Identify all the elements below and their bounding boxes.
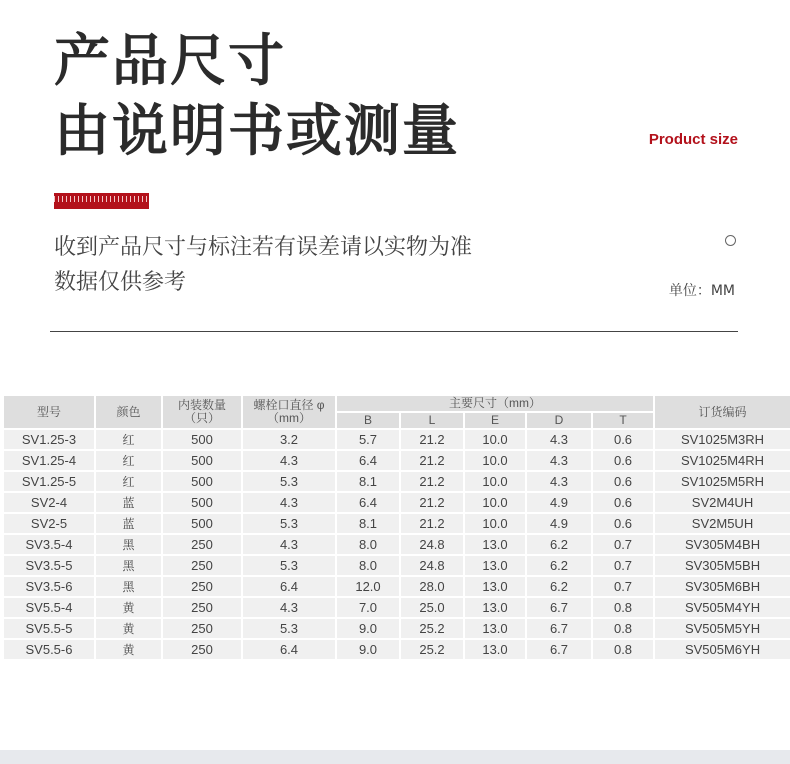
cell-t: 0.7 <box>592 534 654 555</box>
cell-d: 4.3 <box>526 471 592 492</box>
cell-d: 6.7 <box>526 618 592 639</box>
cell-color: 黄 <box>95 639 162 660</box>
circle-icon <box>725 235 736 246</box>
cell-qty: 500 <box>162 429 242 450</box>
cell-model: SV1.25-3 <box>3 429 95 450</box>
cell-bolt: 4.3 <box>242 492 336 513</box>
cell-t: 0.8 <box>592 597 654 618</box>
cell-t: 0.6 <box>592 513 654 534</box>
ruler-icon <box>54 193 149 209</box>
cell-bolt: 5.3 <box>242 618 336 639</box>
description-line1: 收到产品尺寸与标注若有误差请以实物为准 <box>54 235 473 260</box>
header-quantity-label: 内装数量 （只） <box>177 398 226 425</box>
header-model: 型号 <box>3 395 95 429</box>
cell-b: 8.1 <box>336 471 400 492</box>
page-title-line2: 由说明书或测量 <box>54 99 460 164</box>
table-row <box>3 429 790 450</box>
cell-d: 6.2 <box>526 576 592 597</box>
table-row <box>3 555 790 576</box>
cell-model: SV5.5-6 <box>3 639 95 660</box>
cell-e: 13.0 <box>464 597 526 618</box>
cell-l: 21.2 <box>400 471 464 492</box>
cell-order-code: SV2M4UH <box>654 492 790 513</box>
cell-qty: 250 <box>162 555 242 576</box>
cell-model: SV3.5-5 <box>3 555 95 576</box>
cell-e: 13.0 <box>464 639 526 660</box>
cell-qty: 500 <box>162 492 242 513</box>
header-dim-e: E <box>464 412 526 429</box>
footer-band <box>0 750 790 764</box>
cell-e: 10.0 <box>464 492 526 513</box>
page-title-line1: 产品尺寸 <box>54 29 286 94</box>
table-row <box>3 597 790 618</box>
cell-bolt: 5.3 <box>242 471 336 492</box>
cell-e: 13.0 <box>464 534 526 555</box>
cell-t: 0.6 <box>592 492 654 513</box>
unit-label: 单位：MM <box>668 283 735 299</box>
cell-model: SV3.5-6 <box>3 576 95 597</box>
header-color: 颜色 <box>95 395 162 429</box>
cell-b: 8.0 <box>336 555 400 576</box>
cell-l: 25.2 <box>400 618 464 639</box>
cell-l: 25.0 <box>400 597 464 618</box>
cell-e: 13.0 <box>464 618 526 639</box>
cell-order-code: SV505M4YH <box>654 597 790 618</box>
table-row <box>3 639 790 660</box>
cell-bolt: 6.4 <box>242 576 336 597</box>
cell-e: 13.0 <box>464 576 526 597</box>
cell-color: 蓝 <box>95 513 162 534</box>
cell-b: 8.0 <box>336 534 400 555</box>
cell-color: 蓝 <box>95 492 162 513</box>
cell-qty: 250 <box>162 597 242 618</box>
cell-order-code: SV505M5YH <box>654 618 790 639</box>
cell-b: 12.0 <box>336 576 400 597</box>
cell-color: 红 <box>95 450 162 471</box>
cell-d: 4.9 <box>526 513 592 534</box>
header-dim-d: D <box>526 412 592 429</box>
cell-qty: 250 <box>162 639 242 660</box>
table-row <box>3 618 790 639</box>
cell-model: SV2-5 <box>3 513 95 534</box>
header-main-dimensions: 主要尺寸（mm） <box>336 395 654 412</box>
size-table <box>2 394 790 661</box>
cell-b: 9.0 <box>336 639 400 660</box>
table-row <box>3 471 790 492</box>
cell-b: 5.7 <box>336 429 400 450</box>
cell-l: 24.8 <box>400 555 464 576</box>
cell-e: 10.0 <box>464 471 526 492</box>
cell-t: 0.7 <box>592 555 654 576</box>
cell-color: 红 <box>95 471 162 492</box>
table-row <box>3 450 790 471</box>
header-dim-t: T <box>592 412 654 429</box>
cell-model: SV5.5-5 <box>3 618 95 639</box>
cell-model: SV1.25-4 <box>3 450 95 471</box>
cell-qty: 500 <box>162 513 242 534</box>
description-line2: 数据仅供参考 <box>54 270 187 295</box>
cell-model: SV2-4 <box>3 492 95 513</box>
cell-d: 4.9 <box>526 492 592 513</box>
cell-order-code: SV2M5UH <box>654 513 790 534</box>
table-row <box>3 513 790 534</box>
cell-order-code: SV505M6YH <box>654 639 790 660</box>
cell-b: 6.4 <box>336 492 400 513</box>
cell-t: 0.6 <box>592 450 654 471</box>
cell-model: SV5.5-4 <box>3 597 95 618</box>
cell-l: 25.2 <box>400 639 464 660</box>
cell-d: 6.2 <box>526 555 592 576</box>
cell-b: 7.0 <box>336 597 400 618</box>
cell-bolt: 5.3 <box>242 513 336 534</box>
cell-t: 0.6 <box>592 429 654 450</box>
cell-model: SV1.25-5 <box>3 471 95 492</box>
header-bolt-label: 螺栓口直径 φ （mm） <box>253 398 325 425</box>
cell-bolt: 4.3 <box>242 450 336 471</box>
cell-b: 6.4 <box>336 450 400 471</box>
cell-e: 10.0 <box>464 450 526 471</box>
cell-qty: 500 <box>162 471 242 492</box>
cell-qty: 250 <box>162 618 242 639</box>
table-row <box>3 534 790 555</box>
header-order-code: 订货编码 <box>654 395 790 429</box>
cell-l: 24.8 <box>400 534 464 555</box>
cell-order-code: SV305M4BH <box>654 534 790 555</box>
cell-color: 黑 <box>95 576 162 597</box>
cell-t: 0.8 <box>592 618 654 639</box>
cell-t: 0.8 <box>592 639 654 660</box>
cell-bolt: 3.2 <box>242 429 336 450</box>
cell-qty: 250 <box>162 534 242 555</box>
cell-b: 8.1 <box>336 513 400 534</box>
cell-l: 21.2 <box>400 492 464 513</box>
cell-e: 10.0 <box>464 429 526 450</box>
header-bolt-diameter <box>242 395 336 429</box>
cell-l: 21.2 <box>400 513 464 534</box>
cell-e: 10.0 <box>464 513 526 534</box>
cell-bolt: 4.3 <box>242 597 336 618</box>
cell-d: 6.2 <box>526 534 592 555</box>
cell-color: 红 <box>95 429 162 450</box>
cell-color: 黄 <box>95 618 162 639</box>
cell-bolt: 4.3 <box>242 534 336 555</box>
cell-d: 4.3 <box>526 429 592 450</box>
header-dim-b: B <box>336 412 400 429</box>
header-quantity <box>162 395 242 429</box>
cell-bolt: 6.4 <box>242 639 336 660</box>
cell-order-code: SV305M6BH <box>654 576 790 597</box>
header-dim-l: L <box>400 412 464 429</box>
cell-d: 6.7 <box>526 597 592 618</box>
table-row <box>3 576 790 597</box>
cell-t: 0.6 <box>592 471 654 492</box>
cell-b: 9.0 <box>336 618 400 639</box>
cell-bolt: 5.3 <box>242 555 336 576</box>
cell-qty: 250 <box>162 576 242 597</box>
cell-t: 0.7 <box>592 576 654 597</box>
cell-d: 4.3 <box>526 450 592 471</box>
cell-order-code: SV1025M3RH <box>654 429 790 450</box>
english-title: Product size <box>648 131 738 148</box>
cell-order-code: SV1025M5RH <box>654 471 790 492</box>
cell-e: 13.0 <box>464 555 526 576</box>
cell-d: 6.7 <box>526 639 592 660</box>
cell-order-code: SV305M5BH <box>654 555 790 576</box>
cell-l: 21.2 <box>400 450 464 471</box>
cell-color: 黄 <box>95 597 162 618</box>
cell-order-code: SV1025M4RH <box>654 450 790 471</box>
cell-model: SV3.5-4 <box>3 534 95 555</box>
table-row <box>3 492 790 513</box>
cell-color: 黑 <box>95 534 162 555</box>
cell-color: 黑 <box>95 555 162 576</box>
cell-qty: 500 <box>162 450 242 471</box>
divider <box>50 331 738 332</box>
cell-l: 28.0 <box>400 576 464 597</box>
cell-l: 21.2 <box>400 429 464 450</box>
